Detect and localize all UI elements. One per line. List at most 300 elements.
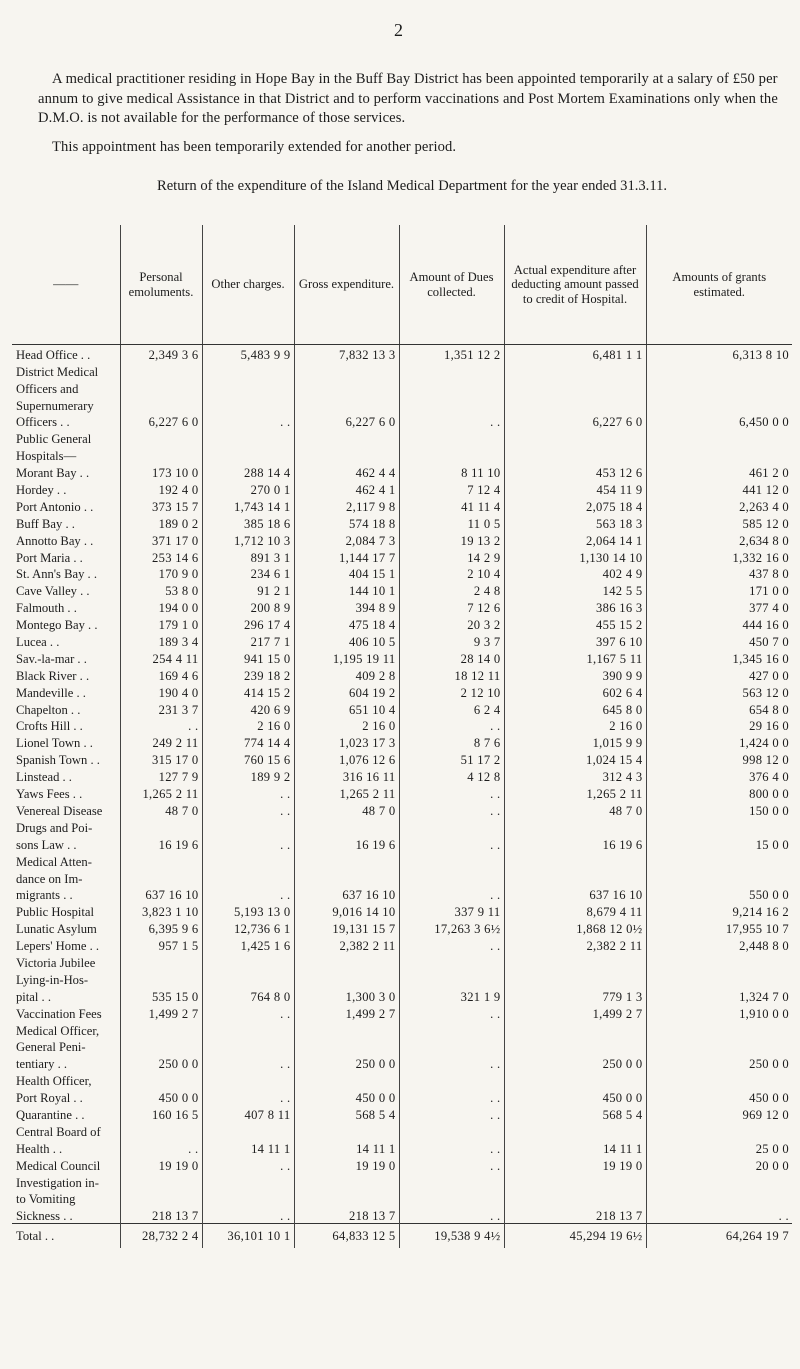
cell-gross: 409 2 8 (294, 666, 399, 683)
cell-personal: 189 0 2 (120, 514, 202, 531)
cell-dues: 4 12 8 (399, 767, 504, 784)
cell-label: migrants . . (12, 886, 120, 903)
cell-other (202, 1038, 294, 1055)
cell-personal: . . (120, 1139, 202, 1156)
table-row (12, 835, 792, 852)
cell-gross: 574 18 8 (294, 514, 399, 531)
cell-label: Head Office . . (12, 345, 120, 362)
cell-label: St. Ann's Bay . . (12, 565, 120, 582)
table-row (12, 615, 792, 632)
paragraph-appointment: A medical practitioner residing in Hope Bay in the Buff Bay District has been appointed temporarily at a salary of £50 per annum to give medical Assistance in that District and to perform vaccinations and Post Mortem Examinations only when the D.M.O. is not available for the performance of those services. (38, 71, 778, 126)
table-row (12, 852, 792, 869)
cell-other: . . (202, 413, 294, 430)
cell-grants: 376 4 0 (749, 770, 789, 785)
cell-other (202, 970, 294, 987)
cell-gross (294, 1071, 399, 1088)
table-row (12, 1105, 792, 1122)
cell-dues (399, 818, 504, 835)
cell-dues: 19 13 2 (399, 531, 504, 548)
cell-dues: . . (399, 1139, 504, 1156)
cell-dues: 11 0 5 (399, 514, 504, 531)
table-row (12, 683, 792, 700)
cell-personal: 637 16 10 (120, 886, 202, 903)
cell-dues: 18 12 11 (399, 666, 504, 683)
cell-grants: 1,910 0 0 (739, 1006, 789, 1021)
cell-dues: 7 12 6 (399, 598, 504, 615)
cell-label: Sickness . . (12, 1206, 120, 1223)
cell-gross (294, 1190, 399, 1207)
cell-actual (504, 1021, 646, 1038)
cell-personal: 16 19 6 (120, 835, 202, 852)
cell-other: . . (202, 835, 294, 852)
cell-dues: . . (399, 413, 504, 430)
cell-other: 1,425 1 6 (202, 936, 294, 953)
cell-gross: 2 16 0 (294, 717, 399, 734)
cell-label: Medical Officer, (12, 1021, 120, 1038)
cell-dues: 8 11 10 (399, 463, 504, 480)
cell-dues: 17,263 3 6½ (399, 919, 504, 936)
cell-dues: . . (399, 1105, 504, 1122)
cell-label: Medical Council (12, 1156, 120, 1173)
cell-label: Annotto Bay . . (12, 531, 120, 548)
cell-personal: 2,349 3 6 (120, 345, 202, 362)
header-dues: Amount of Dues collected. (399, 225, 504, 345)
cell-dues: 2 12 10 (399, 683, 504, 700)
table-row (12, 818, 792, 835)
cell-gross: 16 19 6 (294, 835, 399, 852)
cell-dues: . . (399, 936, 504, 953)
cell-personal (120, 379, 202, 396)
cell-actual (504, 362, 646, 379)
table-row (12, 396, 792, 413)
cell-personal (120, 953, 202, 970)
cell-actual: 1,130 14 10 (504, 548, 646, 565)
cell-gross: 19 19 0 (294, 1156, 399, 1173)
cell-dues: . . (399, 1156, 504, 1173)
cell-actual: 1,868 12 0½ (504, 919, 646, 936)
cell-dues (399, 852, 504, 869)
table-row (12, 869, 792, 886)
table-row (12, 700, 792, 717)
cell-grants: 450 0 0 (749, 1091, 789, 1106)
table-row (12, 733, 792, 750)
cell-label: Public General (12, 429, 120, 446)
table-row (12, 1054, 792, 1071)
cell-gross: 651 10 4 (294, 700, 399, 717)
table-row (12, 565, 792, 582)
cell-grants: 250 0 0 (749, 1057, 789, 1072)
cell-label: Lionel Town . . (12, 733, 120, 750)
cell-dues: 2 10 4 (399, 565, 504, 582)
cell-dues: 337 9 11 (399, 902, 504, 919)
cell-other: . . (202, 1206, 294, 1223)
cell-personal: 231 3 7 (120, 700, 202, 717)
cell-gross: 9,016 14 10 (294, 902, 399, 919)
cell-dues: . . (399, 1054, 504, 1071)
table-row (12, 750, 792, 767)
table-row (12, 446, 792, 463)
cell-dues (399, 1021, 504, 1038)
cell-grants: 6,313 8 10 (732, 347, 789, 362)
table-row (12, 598, 792, 615)
table-row (12, 886, 792, 903)
cell-grants (646, 429, 792, 446)
cell-grants: 1,345 16 0 (732, 651, 789, 666)
cell-label: Linstead . . (12, 767, 120, 784)
cell-gross: 1,300 3 0 (294, 987, 399, 1004)
cell-personal: 189 3 4 (120, 632, 202, 649)
cell-gross (294, 446, 399, 463)
table-row (12, 1021, 792, 1038)
cell-personal (120, 362, 202, 379)
cell-personal (120, 852, 202, 869)
cell-personal: 218 13 7 (120, 1206, 202, 1223)
cell-personal: 169 4 6 (120, 666, 202, 683)
cell-dues: 6 2 4 (399, 700, 504, 717)
cell-label: Lying-in-Hos- (12, 970, 120, 987)
cell-other (202, 852, 294, 869)
cell-dues: 20 3 2 (399, 615, 504, 632)
cell-grants: 2,634 8 0 (739, 533, 789, 548)
table-row (12, 1190, 792, 1207)
cell-gross (294, 818, 399, 835)
cell-actual: 2,075 18 4 (504, 497, 646, 514)
cell-personal: 3,823 1 10 (120, 902, 202, 919)
header-other: Other charges. (202, 225, 294, 345)
cell-grants (646, 1122, 792, 1139)
table-row (12, 919, 792, 936)
cell-gross (294, 1021, 399, 1038)
cell-gross (294, 1038, 399, 1055)
table-row (12, 581, 792, 598)
cell-gross: 406 10 5 (294, 632, 399, 649)
cell-label: Buff Bay . . (12, 514, 120, 531)
cell-label: Montego Bay . . (12, 615, 120, 632)
table-row (12, 379, 792, 396)
table-row (12, 1206, 792, 1223)
cell-actual: 2,064 14 1 (504, 531, 646, 548)
cell-grants (646, 1021, 792, 1038)
cell-actual (504, 429, 646, 446)
cell-label: Health . . (12, 1139, 120, 1156)
cell-actual: 402 4 9 (504, 565, 646, 582)
table-row (12, 784, 792, 801)
table-row (12, 1071, 792, 1088)
table-row (12, 1088, 792, 1105)
cell-dues (399, 429, 504, 446)
cell-label: Sav.-la-mar . . (12, 649, 120, 666)
cell-personal (120, 1122, 202, 1139)
cell-actual (504, 1173, 646, 1190)
cell-actual (504, 869, 646, 886)
expenditure-table (12, 225, 792, 1248)
cell-gross: 462 4 4 (294, 463, 399, 480)
cell-grants: 427 0 0 (749, 668, 789, 683)
table-row (12, 1038, 792, 1055)
cell-label: Lucea . . (12, 632, 120, 649)
cell-other (202, 1122, 294, 1139)
cell-other: . . (202, 1156, 294, 1173)
cell-actual: 218 13 7 (504, 1206, 646, 1223)
cell-gross (294, 362, 399, 379)
cell-label: Victoria Jubilee (12, 953, 120, 970)
cell-grants: 563 12 0 (742, 685, 789, 700)
table-row (12, 514, 792, 531)
cell-actual (504, 396, 646, 413)
cell-actual (504, 818, 646, 835)
cell-other: 14 11 1 (202, 1139, 294, 1156)
cell-actual (504, 379, 646, 396)
cell-actual: 8,679 4 11 (504, 902, 646, 919)
cell-other: . . (202, 801, 294, 818)
cell-grants: 550 0 0 (749, 888, 789, 903)
cell-gross: 19,131 15 7 (294, 919, 399, 936)
cell-label: Venereal Disease (12, 801, 120, 818)
cell-grants: 150 0 0 (749, 803, 789, 818)
total-label: Total . . (12, 1224, 120, 1249)
cell-label: Quarantine . . (12, 1105, 120, 1122)
cell-label: Port Maria . . (12, 548, 120, 565)
cell-label: Morant Bay . . (12, 463, 120, 480)
cell-actual: 645 8 0 (504, 700, 646, 717)
cell-label: dance on Im- (12, 869, 120, 886)
cell-actual: 454 11 9 (504, 480, 646, 497)
cell-gross: 637 16 10 (294, 886, 399, 903)
cell-gross (294, 379, 399, 396)
cell-other (202, 1021, 294, 1038)
cell-personal: 6,395 9 6 (120, 919, 202, 936)
cell-dues (399, 1173, 504, 1190)
cell-grants: 29 16 0 (749, 719, 789, 734)
cell-personal: 53 8 0 (120, 581, 202, 598)
cell-grants: 1,324 7 0 (739, 989, 789, 1004)
cell-personal: 170 9 0 (120, 565, 202, 582)
cell-actual: 312 4 3 (504, 767, 646, 784)
header-grants: Amounts of grants estimated. (646, 225, 792, 345)
cell-other (202, 1190, 294, 1207)
cell-gross (294, 953, 399, 970)
cell-actual: 563 18 3 (504, 514, 646, 531)
cell-grants: 969 12 0 (742, 1107, 789, 1122)
total-actual: 45,294 19 6½ (504, 1224, 646, 1249)
cell-actual: 779 1 3 (504, 987, 646, 1004)
cell-personal: 373 15 7 (120, 497, 202, 514)
cell-label: District Medical (12, 362, 120, 379)
table-row (12, 497, 792, 514)
cell-other (202, 818, 294, 835)
cell-personal: 6,227 6 0 (120, 413, 202, 430)
header-gross: Gross expenditure. (294, 225, 399, 345)
table-row (12, 345, 792, 362)
cell-actual: 16 19 6 (504, 835, 646, 852)
cell-actual: 637 16 10 (504, 886, 646, 903)
cell-dues (399, 953, 504, 970)
cell-grants (646, 379, 792, 396)
cell-grants (646, 1190, 792, 1207)
cell-label: Officers and (12, 379, 120, 396)
table-row (12, 649, 792, 666)
cell-personal: 179 1 0 (120, 615, 202, 632)
table-row (12, 362, 792, 379)
cell-grants: 17,955 10 7 (725, 922, 789, 937)
cell-actual: 1,024 15 4 (504, 750, 646, 767)
cell-personal (120, 869, 202, 886)
cell-dues (399, 1038, 504, 1055)
cell-personal (120, 1021, 202, 1038)
cell-gross: 462 4 1 (294, 480, 399, 497)
cell-personal: 450 0 0 (120, 1088, 202, 1105)
cell-personal: . . (120, 717, 202, 734)
cell-actual (504, 1122, 646, 1139)
cell-actual: 1,265 2 11 (504, 784, 646, 801)
cell-grants: 1,424 0 0 (739, 736, 789, 751)
cell-other: 407 8 11 (202, 1105, 294, 1122)
cell-personal: 194 0 0 (120, 598, 202, 615)
cell-label: Medical Atten- (12, 852, 120, 869)
cell-actual: 453 12 6 (504, 463, 646, 480)
cell-grants: 6,450 0 0 (739, 415, 789, 430)
cell-grants (646, 1071, 792, 1088)
cell-dues: 9 3 7 (399, 632, 504, 649)
cell-other: 2 16 0 (202, 717, 294, 734)
cell-dues: . . (399, 784, 504, 801)
cell-gross: 1,144 17 7 (294, 548, 399, 565)
cell-actual: 6,481 1 1 (504, 345, 646, 362)
cell-personal: 127 7 9 (120, 767, 202, 784)
cell-gross: 250 0 0 (294, 1054, 399, 1071)
cell-label: pital . . (12, 987, 120, 1004)
cell-grants: 585 12 0 (742, 516, 789, 531)
table-row (12, 801, 792, 818)
cell-label: Investigation in- (12, 1173, 120, 1190)
cell-label: Public Hospital (12, 902, 120, 919)
cell-personal: 190 4 0 (120, 683, 202, 700)
cell-gross (294, 1122, 399, 1139)
table-row (12, 717, 792, 734)
total-gross: 64,833 12 5 (294, 1224, 399, 1249)
table-row (12, 666, 792, 683)
cell-grants: 9,214 16 2 (732, 905, 789, 920)
table-row (12, 429, 792, 446)
cell-other: 217 7 1 (202, 632, 294, 649)
header-personal: Personal emoluments. (120, 225, 202, 345)
cell-label: sons Law . . (12, 835, 120, 852)
cell-other: 234 6 1 (202, 565, 294, 582)
total-row (12, 1224, 792, 1249)
cell-actual: 48 7 0 (504, 801, 646, 818)
cell-other: 296 17 4 (202, 615, 294, 632)
cell-grants: 171 0 0 (749, 584, 789, 599)
cell-grants: 450 7 0 (749, 635, 789, 650)
cell-gross: 1,076 12 6 (294, 750, 399, 767)
cell-label: Drugs and Poi- (12, 818, 120, 835)
cell-gross: 1,499 2 7 (294, 1004, 399, 1021)
cell-grants: 998 12 0 (742, 753, 789, 768)
cell-label: Supernumerary (12, 396, 120, 413)
cell-gross: 394 8 9 (294, 598, 399, 615)
cell-dues: . . (399, 717, 504, 734)
table-row (12, 480, 792, 497)
cell-personal (120, 429, 202, 446)
cell-gross: 2,382 2 11 (294, 936, 399, 953)
cell-gross: 144 10 1 (294, 581, 399, 598)
cell-gross: 604 19 2 (294, 683, 399, 700)
cell-personal: 19 19 0 (120, 1156, 202, 1173)
cell-gross: 218 13 7 (294, 1206, 399, 1223)
cell-actual: 386 16 3 (504, 598, 646, 615)
cell-other (202, 379, 294, 396)
cell-other: 420 6 9 (202, 700, 294, 717)
cell-dues: 14 2 9 (399, 548, 504, 565)
cell-dues (399, 446, 504, 463)
cell-grants (646, 869, 792, 886)
cell-gross: 2,117 9 8 (294, 497, 399, 514)
cell-dues (399, 1071, 504, 1088)
cell-actual: 2 16 0 (504, 717, 646, 734)
cell-gross (294, 429, 399, 446)
table-row (12, 970, 792, 987)
paragraph-extension: This appointment has been temporarily extended for another period. (52, 139, 457, 155)
cell-grants: 654 8 0 (749, 702, 789, 717)
cell-actual: 455 15 2 (504, 615, 646, 632)
table-row (12, 632, 792, 649)
table-row (12, 936, 792, 953)
cell-dues: 41 11 4 (399, 497, 504, 514)
cell-label: Hospitals— (12, 446, 120, 463)
cell-label: to Vomiting (12, 1190, 120, 1207)
header-label: —— (12, 225, 120, 345)
table-row (12, 1004, 792, 1021)
cell-grants (646, 970, 792, 987)
cell-personal (120, 818, 202, 835)
cell-dues: . . (399, 801, 504, 818)
cell-other: 189 9 2 (202, 767, 294, 784)
cell-personal: 535 15 0 (120, 987, 202, 1004)
cell-other (202, 1071, 294, 1088)
cell-dues (399, 1190, 504, 1207)
cell-personal: 250 0 0 (120, 1054, 202, 1071)
cell-other (202, 953, 294, 970)
cell-dues (399, 396, 504, 413)
cell-other: 288 14 4 (202, 463, 294, 480)
cell-gross: 48 7 0 (294, 801, 399, 818)
cell-personal (120, 446, 202, 463)
cell-label: Cave Valley . . (12, 581, 120, 598)
header-actual: Actual expenditure after deducting amount passed to credit of Hospital. (504, 225, 646, 345)
cell-other: 774 14 4 (202, 733, 294, 750)
table-row (12, 1122, 792, 1139)
cell-gross (294, 396, 399, 413)
cell-grants (646, 1038, 792, 1055)
cell-other: . . (202, 1054, 294, 1071)
cell-personal: 253 14 6 (120, 548, 202, 565)
cell-label: Port Antonio . . (12, 497, 120, 514)
total-dues: 19,538 9 4½ (399, 1224, 504, 1249)
cell-personal: 173 10 0 (120, 463, 202, 480)
cell-dues (399, 1122, 504, 1139)
cell-dues: 1,351 12 2 (399, 345, 504, 362)
table-row (12, 463, 792, 480)
cell-actual: 1,167 5 11 (504, 649, 646, 666)
cell-other: 941 15 0 (202, 649, 294, 666)
cell-label: Lunatic Asylum (12, 919, 120, 936)
cell-other: 764 8 0 (202, 987, 294, 1004)
cell-dues: 28 14 0 (399, 649, 504, 666)
cell-grants (646, 446, 792, 463)
cell-other (202, 429, 294, 446)
cell-label: Falmouth . . (12, 598, 120, 615)
cell-dues (399, 379, 504, 396)
